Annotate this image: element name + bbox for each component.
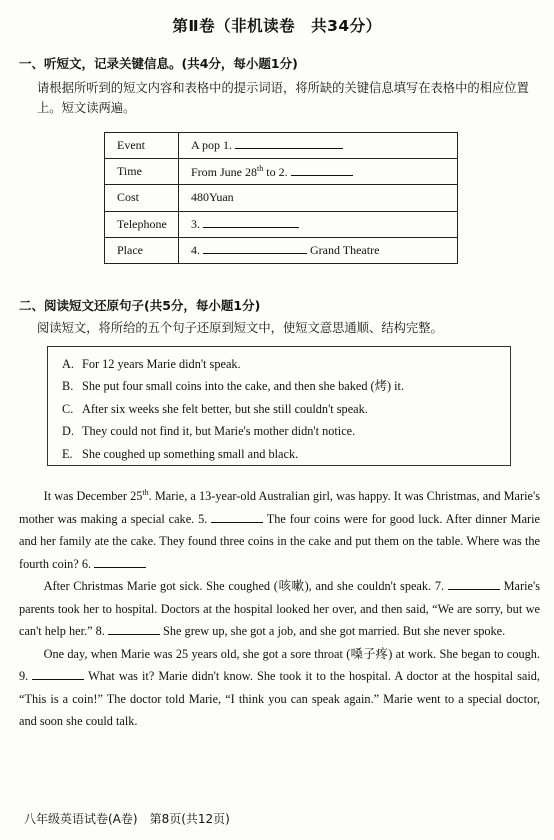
passage-paragraph: One day, when Marie was 25 years old, she got a sore throat (嗓子疼) at work. She began to cough. 9. What was it? Marie didn't know. She took it to the hospital. A doctor at the hospital said, “This is a coin!” The doctor told Marie, “I think you can speak again.” Marie went to a special doctor, and soon she could talk. (19, 646, 540, 729)
answer-blank-2[interactable] (291, 165, 353, 176)
page-title: 第Ⅱ卷（非机读卷 共34分） (172, 17, 382, 35)
option-item: B. She put four small coins into the cake, and then she baked (烤) it. (62, 379, 405, 394)
table-row (105, 185, 458, 211)
option-item: D. They could not find it, but Marie's mother didn't notice. (62, 424, 356, 439)
option-item: A. For 12 years Marie didn't speak. (62, 357, 241, 371)
passage (19, 482, 540, 733)
answer-blank-6[interactable] (94, 557, 146, 568)
row-label: Place (105, 237, 179, 263)
row-label: Event (105, 133, 179, 159)
table-row (105, 133, 458, 159)
row-label: Cost (105, 185, 179, 211)
row-value: 3. (179, 211, 458, 237)
part2-heading: 二、阅读短文还原句子(共5分，每小题1分) (19, 298, 261, 313)
table-row (105, 211, 458, 237)
answer-blank-1[interactable] (235, 138, 343, 149)
answer-blank-4[interactable] (203, 243, 307, 254)
row-value: From June 28th to 2. (179, 159, 458, 185)
answer-blank-5[interactable] (211, 512, 263, 523)
part2-instruction: 阅读短文，将所给的五个句子还原到短文中，使短文意思通顺、结构完整。 (37, 321, 443, 335)
row-label: Telephone (105, 211, 179, 237)
info-table (104, 132, 458, 264)
table-row (105, 237, 458, 263)
page-footer: 八年级英语试卷(A卷) 第8页(共12页) (24, 812, 230, 826)
answer-blank-7[interactable] (448, 579, 500, 590)
table-row (105, 159, 458, 185)
row-label: Time (105, 159, 179, 185)
passage-paragraph: It was December 25th. Marie, a 13-year-old Australian girl, was happy. It was Christmas, and Marie's mother was making a special cake. 5. The four coins were for good luck. After dinner Marie and her family ate the cake. They found three coins in the cake and put them on the table. Where was the fourth coin? 6. (19, 488, 540, 571)
answer-blank-9[interactable] (32, 669, 84, 680)
row-value: A pop 1. (179, 133, 458, 159)
part1-instruction (37, 78, 536, 118)
row-value: 4. Grand Theatre (179, 237, 458, 263)
answer-blank-3[interactable] (203, 217, 299, 228)
row-value: 480Yuan (179, 185, 458, 211)
passage-paragraph: After Christmas Marie got sick. She coughed (咳嗽), and she couldn't speak. 7. Marie's parents took her to hospital. Doctors at the hospital looked her over, and then said, “We are sorry, but we can't help her.” 8. She grew up, she got a job, and she got married. But she never spoke. (19, 579, 540, 639)
part1-heading: 一、听短文，记录关键信息。(共4分，每小题1分) (19, 56, 298, 71)
options-box (47, 346, 511, 466)
answer-blank-8[interactable] (108, 624, 160, 635)
option-item: E. She coughed up something small and black. (62, 446, 299, 461)
option-item: C. After six weeks she felt better, but she still couldn't speak. (62, 401, 368, 416)
part1-instruction-text: 请根据所听到的短文内容和表格中的提示词语，将所缺的关键信息填写在表格中的相应位置上。短文读两遍。 (37, 81, 529, 115)
